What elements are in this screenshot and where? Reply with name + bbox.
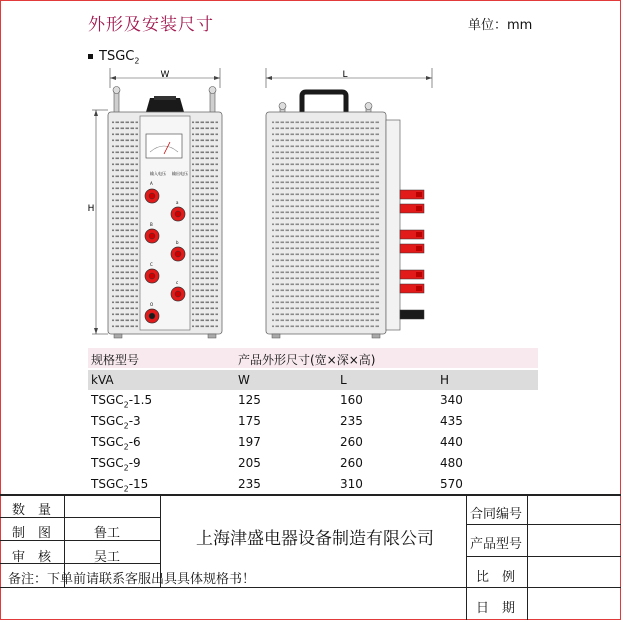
spec-cell-h: 340 xyxy=(440,393,463,407)
dim-h-label: H xyxy=(87,204,95,214)
contract-number-label: 合同编号 xyxy=(470,507,523,522)
spec-cell-w: 175 xyxy=(238,414,261,428)
spec-cell-l: 160 xyxy=(340,393,363,407)
spec-cell-w: 197 xyxy=(238,435,261,449)
terminal-label-o: O xyxy=(150,302,154,307)
spec-cell-model: $TSGC_2-1.5$ xyxy=(91,393,153,410)
product-drawing xyxy=(80,66,440,346)
spec-cell-h: 480 xyxy=(440,456,463,470)
bullet-icon xyxy=(88,54,93,59)
page-title: 外形及安装尺寸 xyxy=(88,15,214,35)
model-heading: $TSGC_2$ xyxy=(88,49,139,66)
order-note: 备注：下单前请联系客服出具具体规格书！ xyxy=(8,572,256,587)
terminal-label-a: A xyxy=(150,181,153,186)
output-voltage-label: 输出电压 xyxy=(172,171,188,176)
spec-rows xyxy=(88,390,538,495)
spec-cell-w: 205 xyxy=(238,456,261,470)
spec-cell-w: 235 xyxy=(238,477,261,491)
terminal-label-a2: a xyxy=(176,200,179,205)
spec-header-model: 规格型号 xyxy=(91,353,140,367)
spec-header-kva: kVA xyxy=(91,373,114,387)
terminal-label-c: C xyxy=(150,262,153,267)
spec-cell-l: 235 xyxy=(340,414,363,428)
terminal-label-b: B xyxy=(150,222,153,227)
spec-header-w: W xyxy=(238,373,250,387)
spec-header-row1 xyxy=(88,348,538,368)
dim-l-label: L xyxy=(342,70,348,80)
spec-header-l: L xyxy=(340,373,347,387)
terminal-label-b2: b xyxy=(176,240,179,245)
spec-row xyxy=(88,390,538,411)
drawn-value: 鲁工 xyxy=(94,526,121,541)
spec-cell-l: 260 xyxy=(340,456,363,470)
spec-cell-model: $TSGC_2-3$ xyxy=(91,414,141,431)
spec-cell-h: 570 xyxy=(440,477,463,491)
spec-row xyxy=(88,411,538,432)
qty-label: 数 量 xyxy=(12,503,52,518)
spec-cell-model: $TSGC_2-6$ xyxy=(91,435,141,452)
spec-cell-l: 260 xyxy=(340,435,363,449)
date-label: 日 期 xyxy=(476,601,516,616)
spec-cell-model: $TSGC_2-15$ xyxy=(91,477,149,494)
title-block xyxy=(0,494,621,620)
drawn-label: 制 图 xyxy=(12,526,52,541)
spec-table xyxy=(88,348,538,495)
side-view xyxy=(266,68,432,338)
product-model-label: 产品型号 xyxy=(470,537,523,552)
spec-cell-h: 440 xyxy=(440,435,463,449)
spec-cell-w: 125 xyxy=(238,393,261,407)
company-name: 上海津盛电器设备制造有限公司 xyxy=(196,529,434,549)
spec-header-row2 xyxy=(88,370,538,390)
spec-header-h: H xyxy=(440,373,450,387)
spec-cell-h: 435 xyxy=(440,414,463,428)
review-label: 审 核 xyxy=(12,550,52,565)
spec-cell-l: 310 xyxy=(340,477,363,491)
spec-header-dimensions: 产品外形尺寸(宽×深×高) xyxy=(238,353,376,367)
front-view xyxy=(88,68,222,338)
dim-w-label: W xyxy=(160,70,170,80)
spec-cell-model: $TSGC_2-9$ xyxy=(91,456,141,473)
spec-row xyxy=(88,432,538,453)
input-voltage-label: 输入电压 xyxy=(150,171,166,176)
review-value: 吴工 xyxy=(94,550,121,565)
spec-row xyxy=(88,453,538,474)
spec-row xyxy=(88,474,538,495)
terminal-label-c2: c xyxy=(176,280,179,285)
scale-label: 比 例 xyxy=(476,570,516,585)
unit-label: 单位：mm xyxy=(468,18,533,33)
